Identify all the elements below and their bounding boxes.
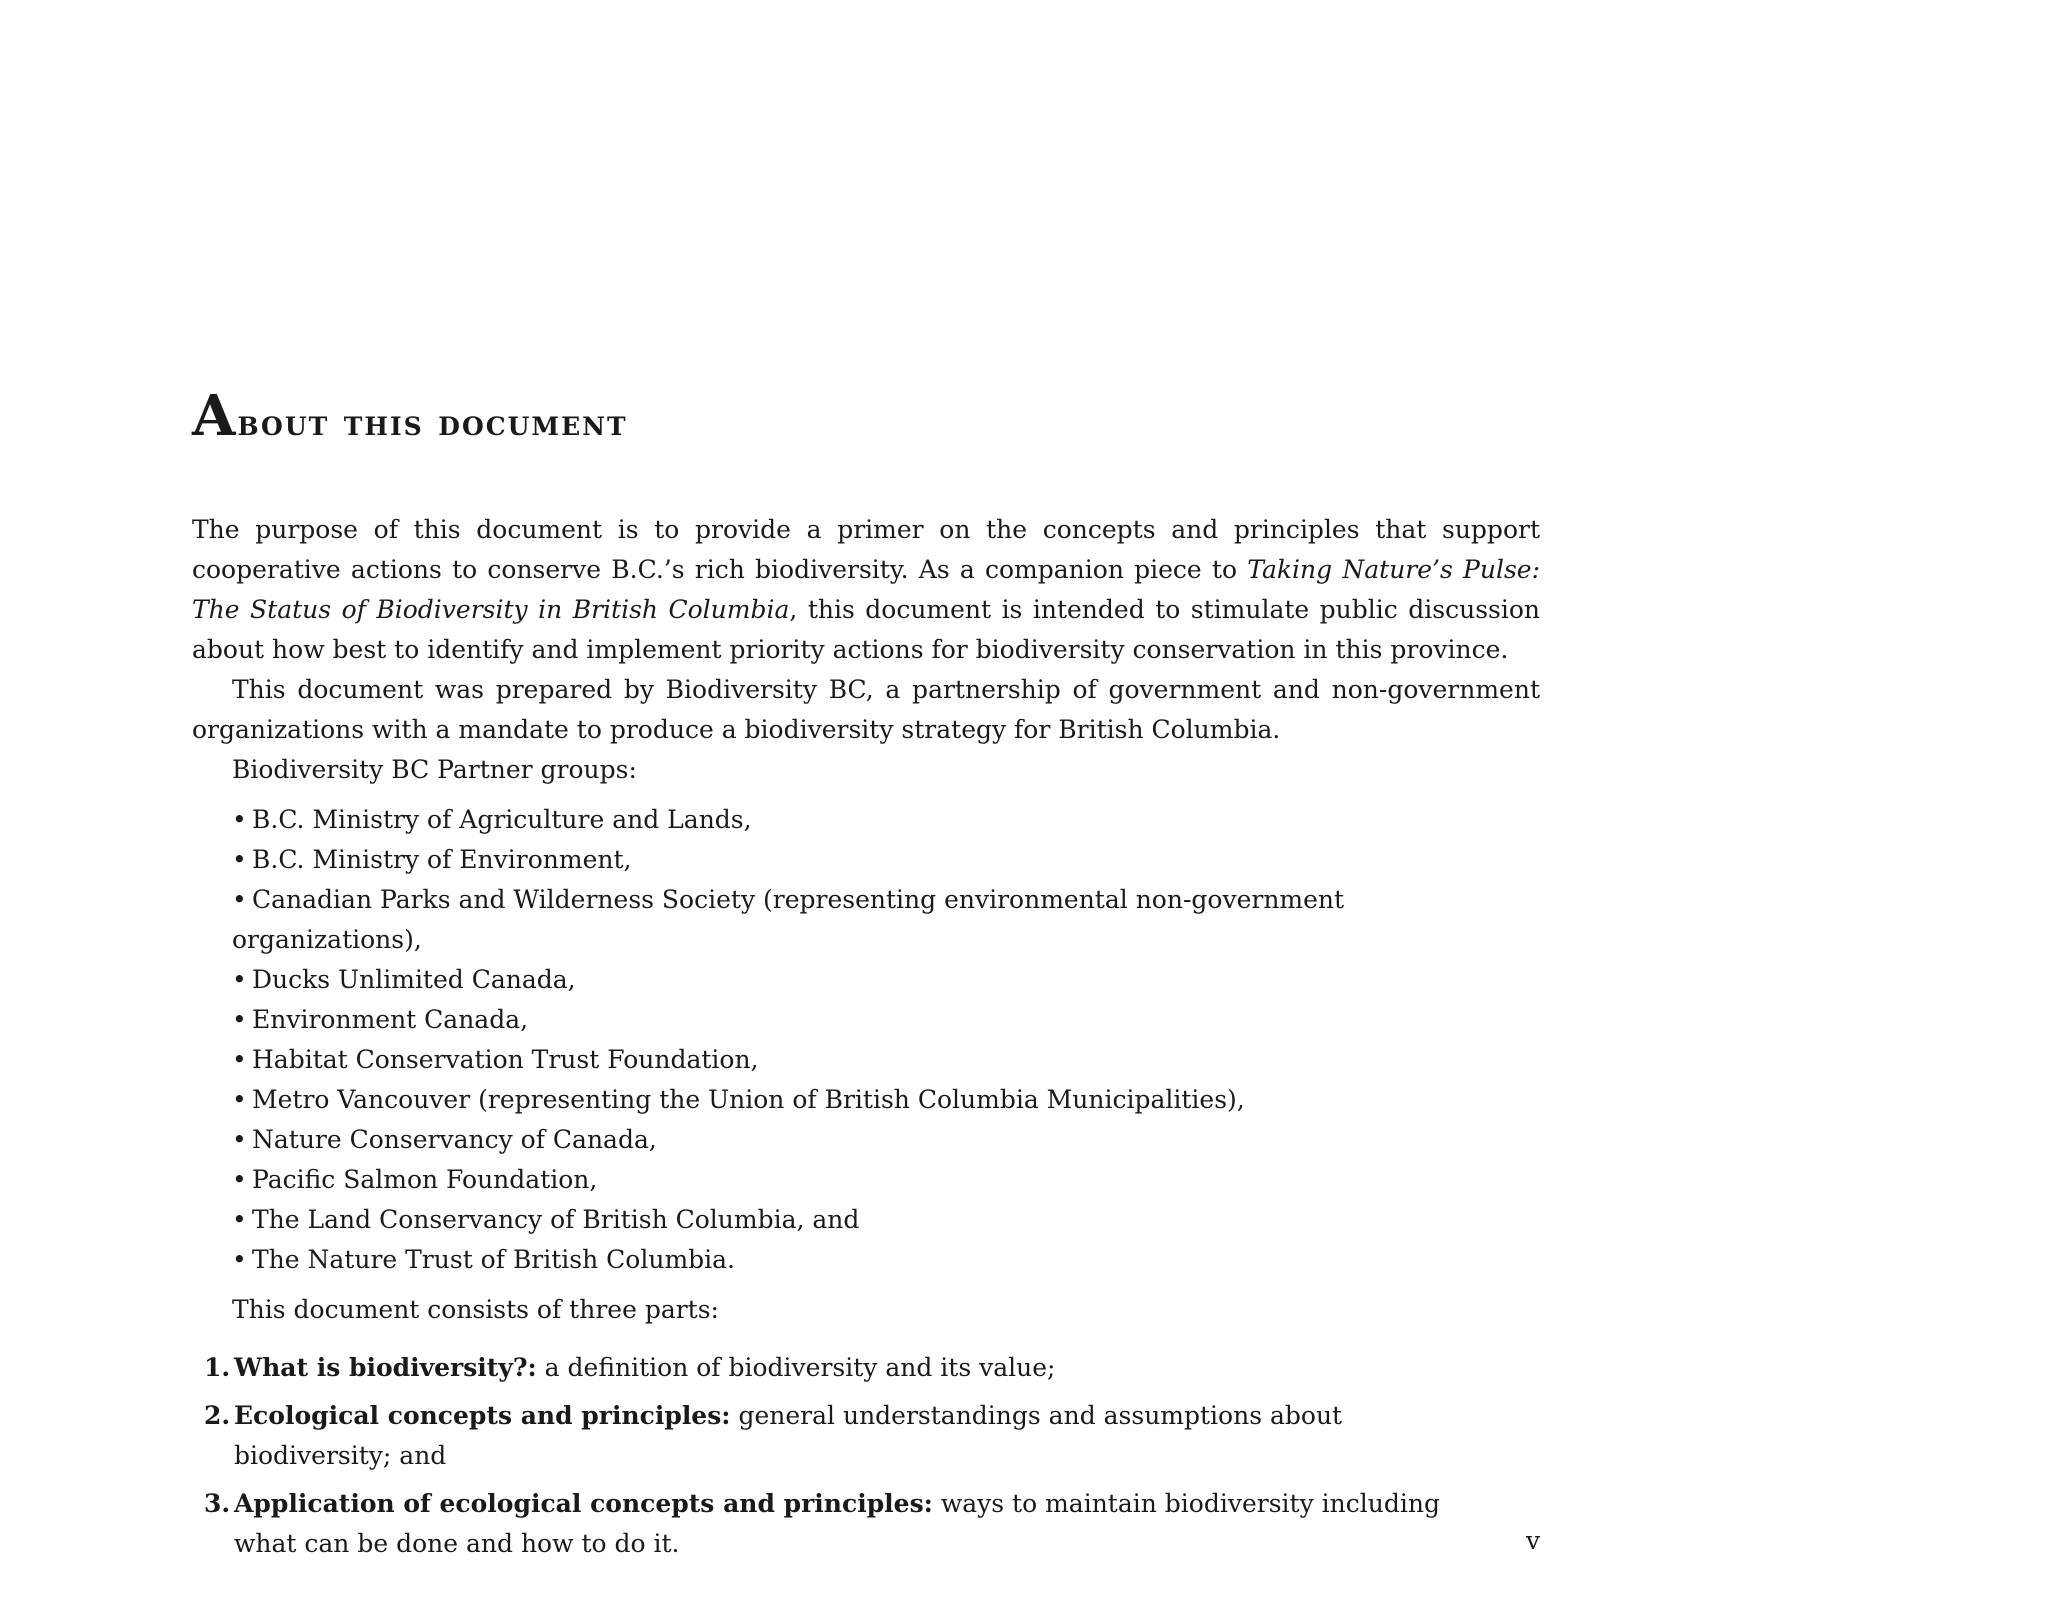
list-item [192,1348,1504,1388]
bullet: • [232,1085,247,1114]
item-number: 2. [204,1401,231,1430]
list-item: • Canadian Parks and Wilderness Society (representing environmental non-government organizations), [232,880,1540,960]
list-item: • The Land Conservancy of British Columbia, and [232,1200,1540,1240]
bullet: • [232,805,247,834]
page-content [192,383,1541,1572]
list-item [192,1396,1504,1476]
list-item: • The Nature Trust of British Columbia. [232,1240,1540,1280]
part-description: general understandings and assumptions about biodiversity; and [234,1401,1343,1470]
bullet: • [232,885,247,914]
list-item: • Pacific Salmon Foundation, [232,1160,1540,1200]
partner-list [232,800,1540,1280]
parts-list [192,1348,1540,1564]
list-item: • Metro Vancouver (representing the Union of British Columbia Municipalities), [232,1080,1540,1120]
bullet: • [232,1045,247,1074]
bullet: • [232,1165,247,1194]
parts-intro: This document consists of three parts: [232,1295,719,1324]
part-term: Application of ecological concepts and principles: [234,1489,933,1518]
intro-text-start: The purpose of this document is to provide a primer on the concepts and principles that support cooperative actions to conserve B.C.’s rich biodiversity. As a companion piece to [192,515,1540,584]
bullet: • [232,1125,247,1154]
list-item: • Nature Conservancy of Canada, [232,1120,1540,1160]
intro-text-end: , this document is intended to stimulate public discussion about how best to identify and implement priority actions for biodiversity conservation in this province. [192,595,1540,664]
page-title [192,383,1540,449]
title-initial: A [192,383,238,449]
part-description: a definition of biodiversity and its value; [536,1353,1056,1382]
prepared-by-paragraph: This document was prepared by Biodiversity BC, a partnership of government and non-government organizations with a mandate to produce a biodiversity strategy for British Columbia. [192,675,1540,744]
list-item: • B.C. Ministry of Environment, [232,840,1540,880]
item-number: 1. [204,1353,231,1382]
intro-paragraph [192,510,1540,670]
list-item: • Habitat Conservation Trust Foundation, [232,1040,1540,1080]
page-number: v [1526,1526,1541,1555]
bullet: • [232,1005,247,1034]
part-term: Ecological concepts and principles: [234,1401,731,1430]
title-rest: bout this document [237,402,628,444]
companion-title: Taking Nature’s Pulse: The Status of Biodiversity in British Columbia [192,555,1541,624]
bullet: • [232,965,247,994]
partners-intro: Biodiversity BC Partner groups: [232,755,637,784]
bullet: • [232,1245,247,1274]
list-item: • Environment Canada, [232,1000,1540,1040]
part-term: What is biodiversity?: [234,1353,537,1382]
part-description: ways to maintain biodiversity including what can be done and how to do it. [234,1489,1440,1558]
list-item [192,1484,1504,1564]
list-item: • B.C. Ministry of Agriculture and Lands, [232,800,1540,840]
bullet: • [232,1205,247,1234]
bullet: • [232,845,247,874]
list-item: • Ducks Unlimited Canada, [232,960,1540,1000]
item-number: 3. [204,1489,231,1518]
